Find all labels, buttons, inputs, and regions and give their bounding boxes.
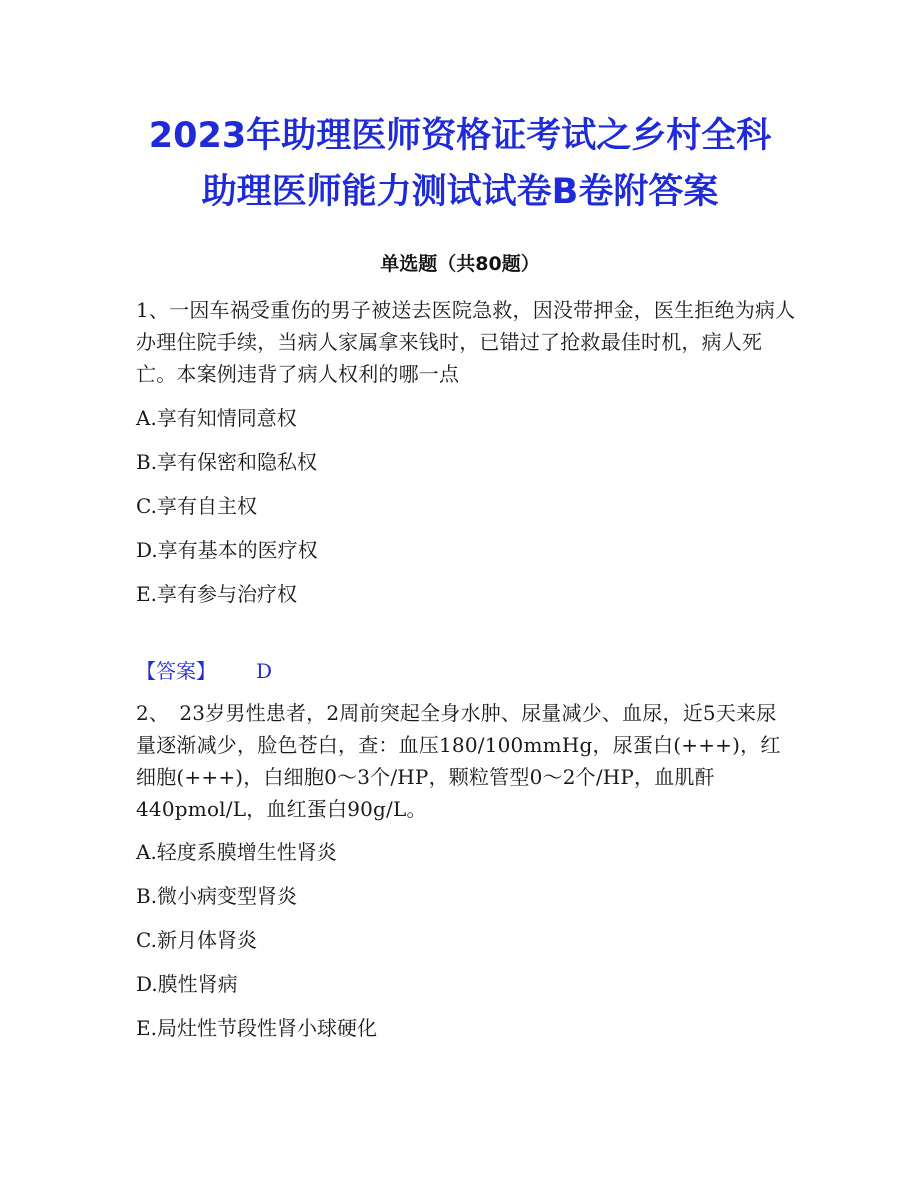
question-2-option-b: B.微小病变型肾炎 xyxy=(136,884,298,908)
question-2-option-a: A.轻度系膜增生性肾炎 xyxy=(136,840,337,864)
question-2-option-d: D.膜性肾病 xyxy=(136,972,238,996)
document-title xyxy=(60,108,860,220)
question-2-option-e: E.局灶性节段性肾小球硬化 xyxy=(136,1016,377,1040)
question-1-option-a: A.享有知情同意权 xyxy=(136,406,297,430)
question-1-text: 1、一因车祸受重伤的男子被送去医院急救，因没带押金，医生拒绝为病人办理住院手续，当病人家属拿来钱时，已错过了抢救最佳时机，病人死亡。本案例违背了病人权利的哪一点 xyxy=(136,298,796,386)
question-1-option-b: B.享有保密和隐私权 xyxy=(136,450,318,474)
answer-value: D xyxy=(256,659,273,683)
question-2-text: 2、 23岁男性患者，2周前突起全身水肿、尿量减少、血尿，近5天来尿量逐渐减少，脸色苍白，查：血压180/100mmHg，尿蛋白(+++)，红细胞(+++)，白细胞0～3个/HP，颗粒管型0～2个/HP，血肌酐440pmol/L，血红蛋白90g/L。 xyxy=(136,701,781,821)
question-2-option-c: C.新月体肾炎 xyxy=(136,928,257,952)
question-1-option-d: D.享有基本的医疗权 xyxy=(136,538,318,562)
question-1-option-c: C.享有自主权 xyxy=(136,494,257,518)
answer-label: 【答案】 xyxy=(136,659,216,683)
question-1-option-e: E.享有参与治疗权 xyxy=(136,582,297,606)
question-1-answer xyxy=(136,656,272,686)
section-heading: 单选题（共80题） xyxy=(380,253,540,275)
title-line-2: 助理医师能力测试试卷B卷附答案 xyxy=(201,172,719,212)
title-line-1: 2023年助理医师资格证考试之乡村全科 xyxy=(148,116,772,156)
